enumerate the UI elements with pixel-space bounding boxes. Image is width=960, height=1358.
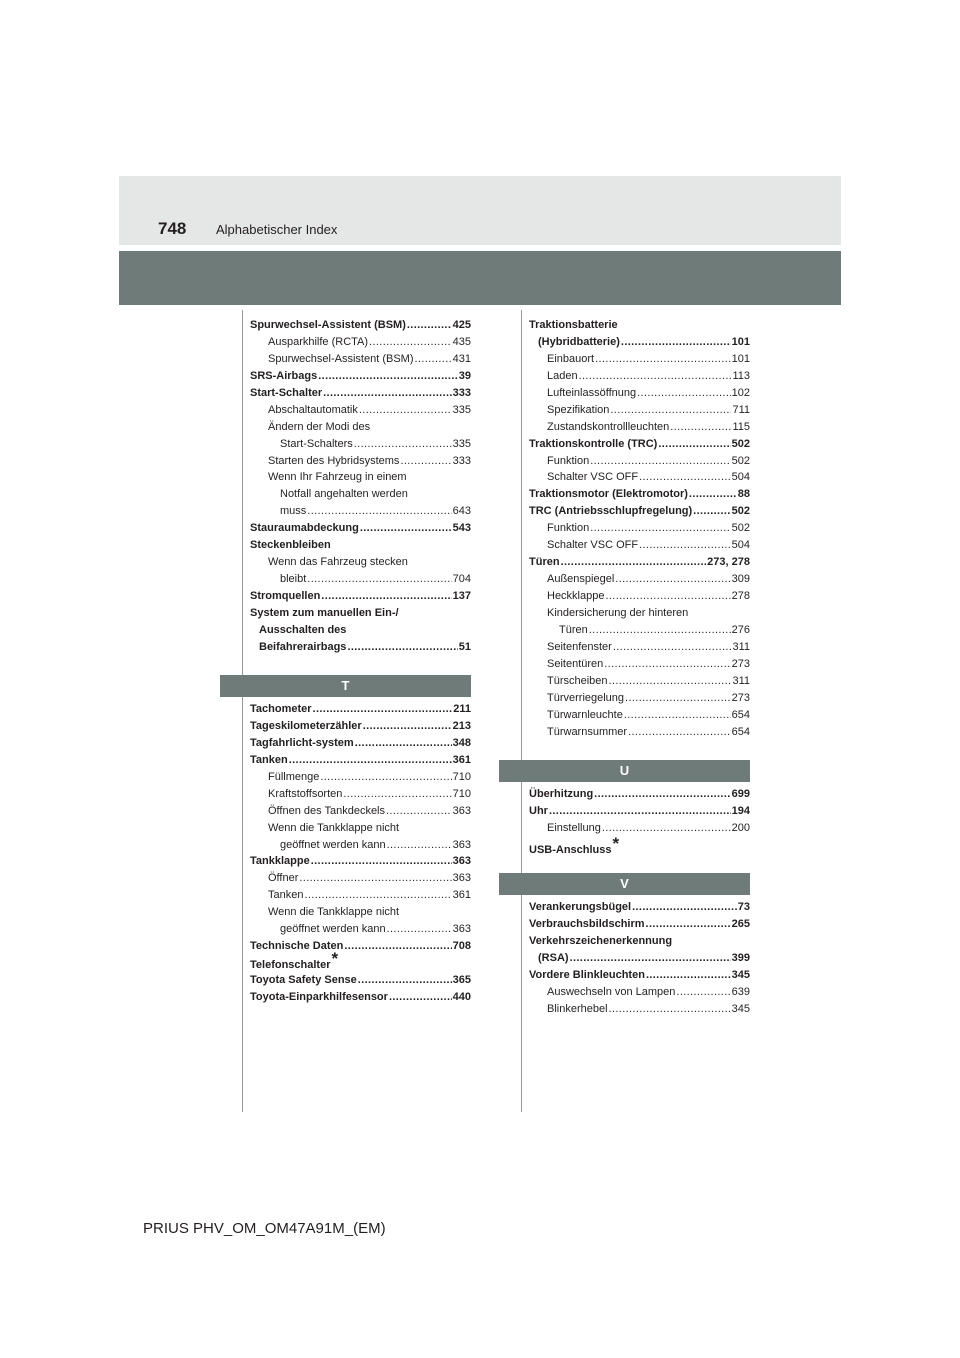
entry-text: Ändern der Modi des [268,420,371,433]
entry-text: Füllmenge [268,770,320,783]
index-entry [250,718,471,735]
index-entry [529,453,750,470]
index-entry [250,334,471,351]
entry-page: 643 [452,505,471,518]
dot-leader [595,351,731,368]
section-header-v: V [499,873,750,895]
entry-page: 502 [731,505,750,518]
dot-leader [613,639,732,656]
dot-leader [304,887,451,904]
entry-page: 278 [731,590,750,602]
index-entry [250,469,471,486]
index-column-right-u [529,786,750,856]
index-column-left-t [250,701,471,1006]
entry-page: 113 [732,369,750,382]
index-column-right-v [529,899,750,1018]
dot-leader [407,317,452,334]
dot-leader [637,385,731,402]
entry-page: 51 [458,640,471,653]
entry-page: 348 [452,736,471,749]
section-header-u: U [499,760,750,782]
dot-leader [602,820,731,837]
dot-leader [389,989,452,1006]
entry-text: Außenspiegel [547,573,615,586]
entry-text: Ausparkhilfe (RCTA) [268,335,369,348]
footnote-asterisk: * [331,949,339,969]
index-entry [250,820,471,837]
entry-text: Wenn das Fahrzeug stecken [268,556,408,569]
entry-text: Türen [559,623,588,636]
index-entry [529,486,750,503]
dot-leader [307,571,451,588]
entry-text: geöffnet werden kann [280,838,386,851]
dot-leader [289,752,452,769]
entry-text: bleibt [280,573,307,586]
entry-text: Abschaltautomatik [268,403,358,416]
entry-text: Starten des Hybridsystems [268,454,400,467]
entry-page: 502 [731,522,750,535]
entry-text: Blinkerhebel [547,1002,608,1015]
entry-page: 504 [731,539,750,552]
entry-text: muss [280,505,307,518]
entry-text: Türwarnsummer [547,725,628,738]
index-entry [250,786,471,803]
entry-text: Öffnen des Tankdeckels [268,804,386,817]
entry-text: Türwarnleuchte [547,708,623,721]
entry-page: 363 [452,855,471,868]
entry-page: 335 [452,437,471,450]
entry-text: Tageskilometerzähler [250,719,362,732]
entry-page: 699 [731,788,750,800]
dot-leader [632,899,737,916]
entry-text: Toyota Safety Sense [250,974,357,986]
index-entry [250,904,471,921]
entry-page: 273 [731,691,750,704]
dot-leader [609,1001,731,1018]
dot-leader [609,673,732,690]
index-entry [529,950,750,967]
dot-leader [579,368,732,385]
entry-page: 361 [452,889,471,902]
entry-text: Spurwechsel-Assistent (BSM) [268,352,414,365]
entry-text: Vordere Blinkleuchten [529,968,645,981]
entry-page: 273 [731,657,750,670]
index-entry [529,1001,750,1018]
entry-text: Technische Daten [250,940,344,953]
index-entry [250,701,471,718]
header-bar [119,251,841,305]
dot-leader [628,724,731,741]
index-entry [529,503,750,520]
entry-text: Stromquellen [250,590,321,602]
index-entry [529,724,750,741]
index-entry [250,938,471,955]
index-entry [529,368,750,385]
index-column-right-t [529,317,750,740]
dot-leader [625,690,731,707]
entry-page: 361 [452,753,471,766]
entry-page: 345 [731,1002,750,1015]
entry-page: 265 [731,917,750,930]
index-entry [529,690,750,707]
index-entry [250,972,471,989]
index-entry [250,571,471,588]
index-entry [529,833,750,856]
dot-leader [400,453,451,470]
index-entry [250,735,471,752]
index-entry [250,537,471,554]
dot-leader [570,950,731,967]
index-entry [250,520,471,537]
entry-text: Steckenbleiben [250,539,331,552]
dot-leader [343,786,451,803]
index-entry [250,949,471,972]
index-entry [529,967,750,984]
entry-text: Wenn Ihr Fahrzeug in einem [268,471,407,484]
entry-page: 194 [731,804,750,817]
entry-page: 276 [731,623,750,636]
index-entry [250,588,471,605]
index-entry [529,820,750,837]
index-entry [250,436,471,453]
entry-text: Ausschalten des [259,623,347,636]
entry-text: Tanken [268,889,304,902]
entry-page: 311 [732,674,750,687]
dot-leader [313,701,453,718]
entry-page: 639 [731,985,750,998]
dot-leader [594,786,730,803]
index-entry [529,639,750,656]
dot-leader [605,588,730,605]
dot-leader [615,571,730,588]
index-entry [250,419,471,436]
dot-leader [646,967,731,984]
index-entry [250,351,471,368]
dot-leader [355,735,452,752]
entry-page: 502 [731,437,750,450]
entry-page: 711 [732,403,750,416]
entry-page: 309 [731,573,750,586]
index-entry [250,921,471,938]
entry-text: Traktionskontrolle (TRC) [529,437,658,450]
index-entry [529,933,750,950]
index-entry [250,385,471,402]
dot-leader [344,938,451,955]
entry-text: Funktion [547,522,590,535]
dot-leader [658,436,730,453]
dot-leader [311,853,452,870]
dot-leader [318,368,458,385]
index-entry [529,317,750,334]
entry-text: Türscheiben [547,674,608,687]
dot-leader [693,503,730,520]
entry-text: (Hybridbatterie) [538,335,620,348]
index-entry [529,334,750,351]
entry-text: Traktionsmotor (Elektromotor) [529,488,688,501]
index-entry [250,554,471,571]
entry-text: Tagfahrlicht-system [250,736,354,749]
entry-text: Wenn die Tankklappe nicht [268,821,400,834]
entry-text: SRS-Airbags [250,369,318,382]
dot-leader [589,622,731,639]
dot-leader [387,837,452,854]
index-entry [529,571,750,588]
entry-text: geöffnet werden kann [280,923,386,936]
entry-page: 363 [452,872,471,885]
index-entry [250,639,471,656]
index-entry [529,803,750,820]
dot-leader [415,351,452,368]
index-entry [250,769,471,786]
index-entry [250,837,471,854]
dot-leader [590,520,730,537]
entry-text: Start-Schalters [280,437,353,450]
index-entry [529,436,750,453]
dot-leader [347,639,457,656]
dot-leader [358,972,452,989]
dot-leader [299,870,451,887]
entry-page: 365 [452,974,471,986]
entry-page: 654 [731,725,750,738]
entry-page: 543 [452,522,471,535]
footnote-asterisk: * [612,833,620,853]
index-entry [250,453,471,470]
entry-page: 137 [452,590,471,602]
entry-page: 654 [731,708,750,721]
dot-leader [307,503,451,520]
index-entry [529,520,750,537]
entry-page: 363 [452,838,471,851]
index-entry [250,317,471,334]
entry-page: 708 [452,940,471,953]
entry-page: 502 [731,454,750,467]
index-entry [529,622,750,639]
entry-page: 335 [452,403,471,416]
dot-leader [360,520,452,537]
footer-doc-id: PRIUS PHV_OM_OM47A91M_(EM) [143,1220,386,1237]
index-entry [250,605,471,622]
entry-page: 704 [452,573,471,586]
index-entry [529,469,750,486]
entry-text: USB-Anschluss [529,843,612,856]
entry-text: Einbauort [547,352,595,365]
section-header-t: T [220,675,471,697]
index-entry [529,605,750,622]
entry-page: 345 [731,968,750,981]
dot-leader [621,334,731,351]
entry-text: Schalter VSC OFF [547,539,639,552]
entry-text: Tanken [250,753,288,766]
dot-leader [639,469,731,486]
entry-text: Funktion [547,454,590,467]
entry-page: 440 [452,990,471,1003]
entry-text: TRC (Antriebsschlupfregelung) [529,505,693,518]
index-entry [529,673,750,690]
entry-page: 211 [453,703,471,715]
entry-text: Heckklappe [547,590,605,602]
index-entry [250,368,471,385]
index-entry [529,899,750,916]
entry-text: (RSA) [538,951,569,964]
entry-text: Toyota-Einparkhilfesensor [250,990,388,1003]
index-entry [250,486,471,503]
index-entry [250,622,471,639]
dot-leader [561,554,707,571]
dot-leader [321,588,451,605]
entry-text: Stauraumabdeckung [250,522,359,535]
column-divider-left [242,310,243,1112]
entry-page: 363 [452,804,471,817]
entry-text: Verkehrszeichenerkennung [529,934,673,947]
entry-page: 363 [452,923,471,936]
index-column-left-s [250,317,471,656]
index-entry [529,385,750,402]
entry-page: 710 [452,770,471,783]
entry-text: Seitenfenster [547,640,612,653]
index-entry [250,803,471,820]
entry-text: Öffner [268,872,299,885]
entry-text: Spezifikation [547,403,610,416]
index-entry [529,984,750,1001]
entry-text: Kindersicherung der hinteren [547,606,689,619]
entry-page: 101 [731,352,750,365]
entry-page: 425 [452,319,471,331]
dot-leader [323,385,452,402]
index-entry [250,752,471,769]
index-entry [250,870,471,887]
entry-page: 333 [452,386,471,399]
dot-leader [590,453,730,470]
column-divider-right [521,310,522,1112]
entry-text: Spurwechsel-Assistent (BSM) [250,319,406,331]
entry-text: Auswechseln von Lampen [547,985,676,998]
entry-page: 504 [731,471,750,484]
dot-leader [689,486,737,503]
entry-text: Überhitzung [529,788,594,800]
dot-leader [363,718,452,735]
dot-leader [604,656,730,673]
entry-text: Kraftstoffsorten [268,787,343,800]
index-entry [529,786,750,803]
entry-text: Türen [529,556,560,569]
entry-page: 213 [452,719,471,732]
entry-text: Lufteinlassöffnung [547,386,637,399]
entry-text: Tankklappe [250,855,310,868]
entry-text: Schalter VSC OFF [547,471,639,484]
entry-text: Traktionsbatterie [529,319,618,331]
entry-page: 101 [731,335,750,348]
dot-leader [354,436,452,453]
page-title: Alphabetischer Index [216,222,338,237]
index-entry [250,503,471,520]
entry-text: Wenn die Tankklappe nicht [268,906,400,919]
index-entry [529,419,750,436]
entry-text: Notfall angehalten werden [280,488,408,501]
index-entry [529,351,750,368]
dot-leader [369,334,452,351]
entry-page: 273, 278 [707,556,750,569]
entry-text: Einstellung [547,821,601,834]
index-entry [529,588,750,605]
index-entry [529,537,750,554]
index-entry [529,402,750,419]
index-entry [529,916,750,933]
entry-page: 333 [452,454,471,467]
entry-page: 311 [732,640,750,653]
entry-text: Beifahrerairbags [259,640,347,653]
dot-leader [646,916,731,933]
page-number: 748 [158,219,187,238]
entry-text: Tachometer [250,703,312,715]
index-entry [529,554,750,571]
entry-page: 431 [452,352,471,365]
dot-leader [639,537,731,554]
dot-leader [610,402,731,419]
dot-leader [386,803,452,820]
entry-text: Laden [547,369,578,382]
entry-text: Zustandskontrollleuchten [547,420,670,433]
entry-text: Seitentüren [547,657,604,670]
entry-text: Verankerungsbügel [529,901,632,913]
index-entry [529,656,750,673]
dot-leader [320,769,451,786]
dot-leader [359,402,452,419]
entry-text: Start-Schalter [250,386,323,399]
entry-page: 399 [731,951,750,964]
dot-leader [624,707,731,724]
entry-text: System zum manuellen Ein-/ [250,606,399,619]
entry-text: Verbrauchsbildschirm [529,917,645,930]
entry-text: Türverriegelung [547,691,625,704]
entry-text: Telefonschalter [250,959,331,972]
index-entry [250,887,471,904]
index-entry [529,707,750,724]
index-entry [250,402,471,419]
dot-leader [670,419,731,436]
entry-page: 39 [458,369,471,382]
entry-page: 88 [737,488,750,501]
entry-page: 115 [732,420,750,433]
dot-leader [387,921,452,938]
entry-page: 200 [731,821,750,834]
index-entry [250,853,471,870]
entry-page: 710 [452,787,471,800]
dot-leader [676,984,730,1001]
dot-leader [549,803,731,820]
index-entry [250,989,471,1006]
entry-page: 435 [452,335,471,348]
entry-page: 102 [731,386,750,399]
entry-page: 73 [737,901,750,913]
entry-text: Uhr [529,804,548,817]
